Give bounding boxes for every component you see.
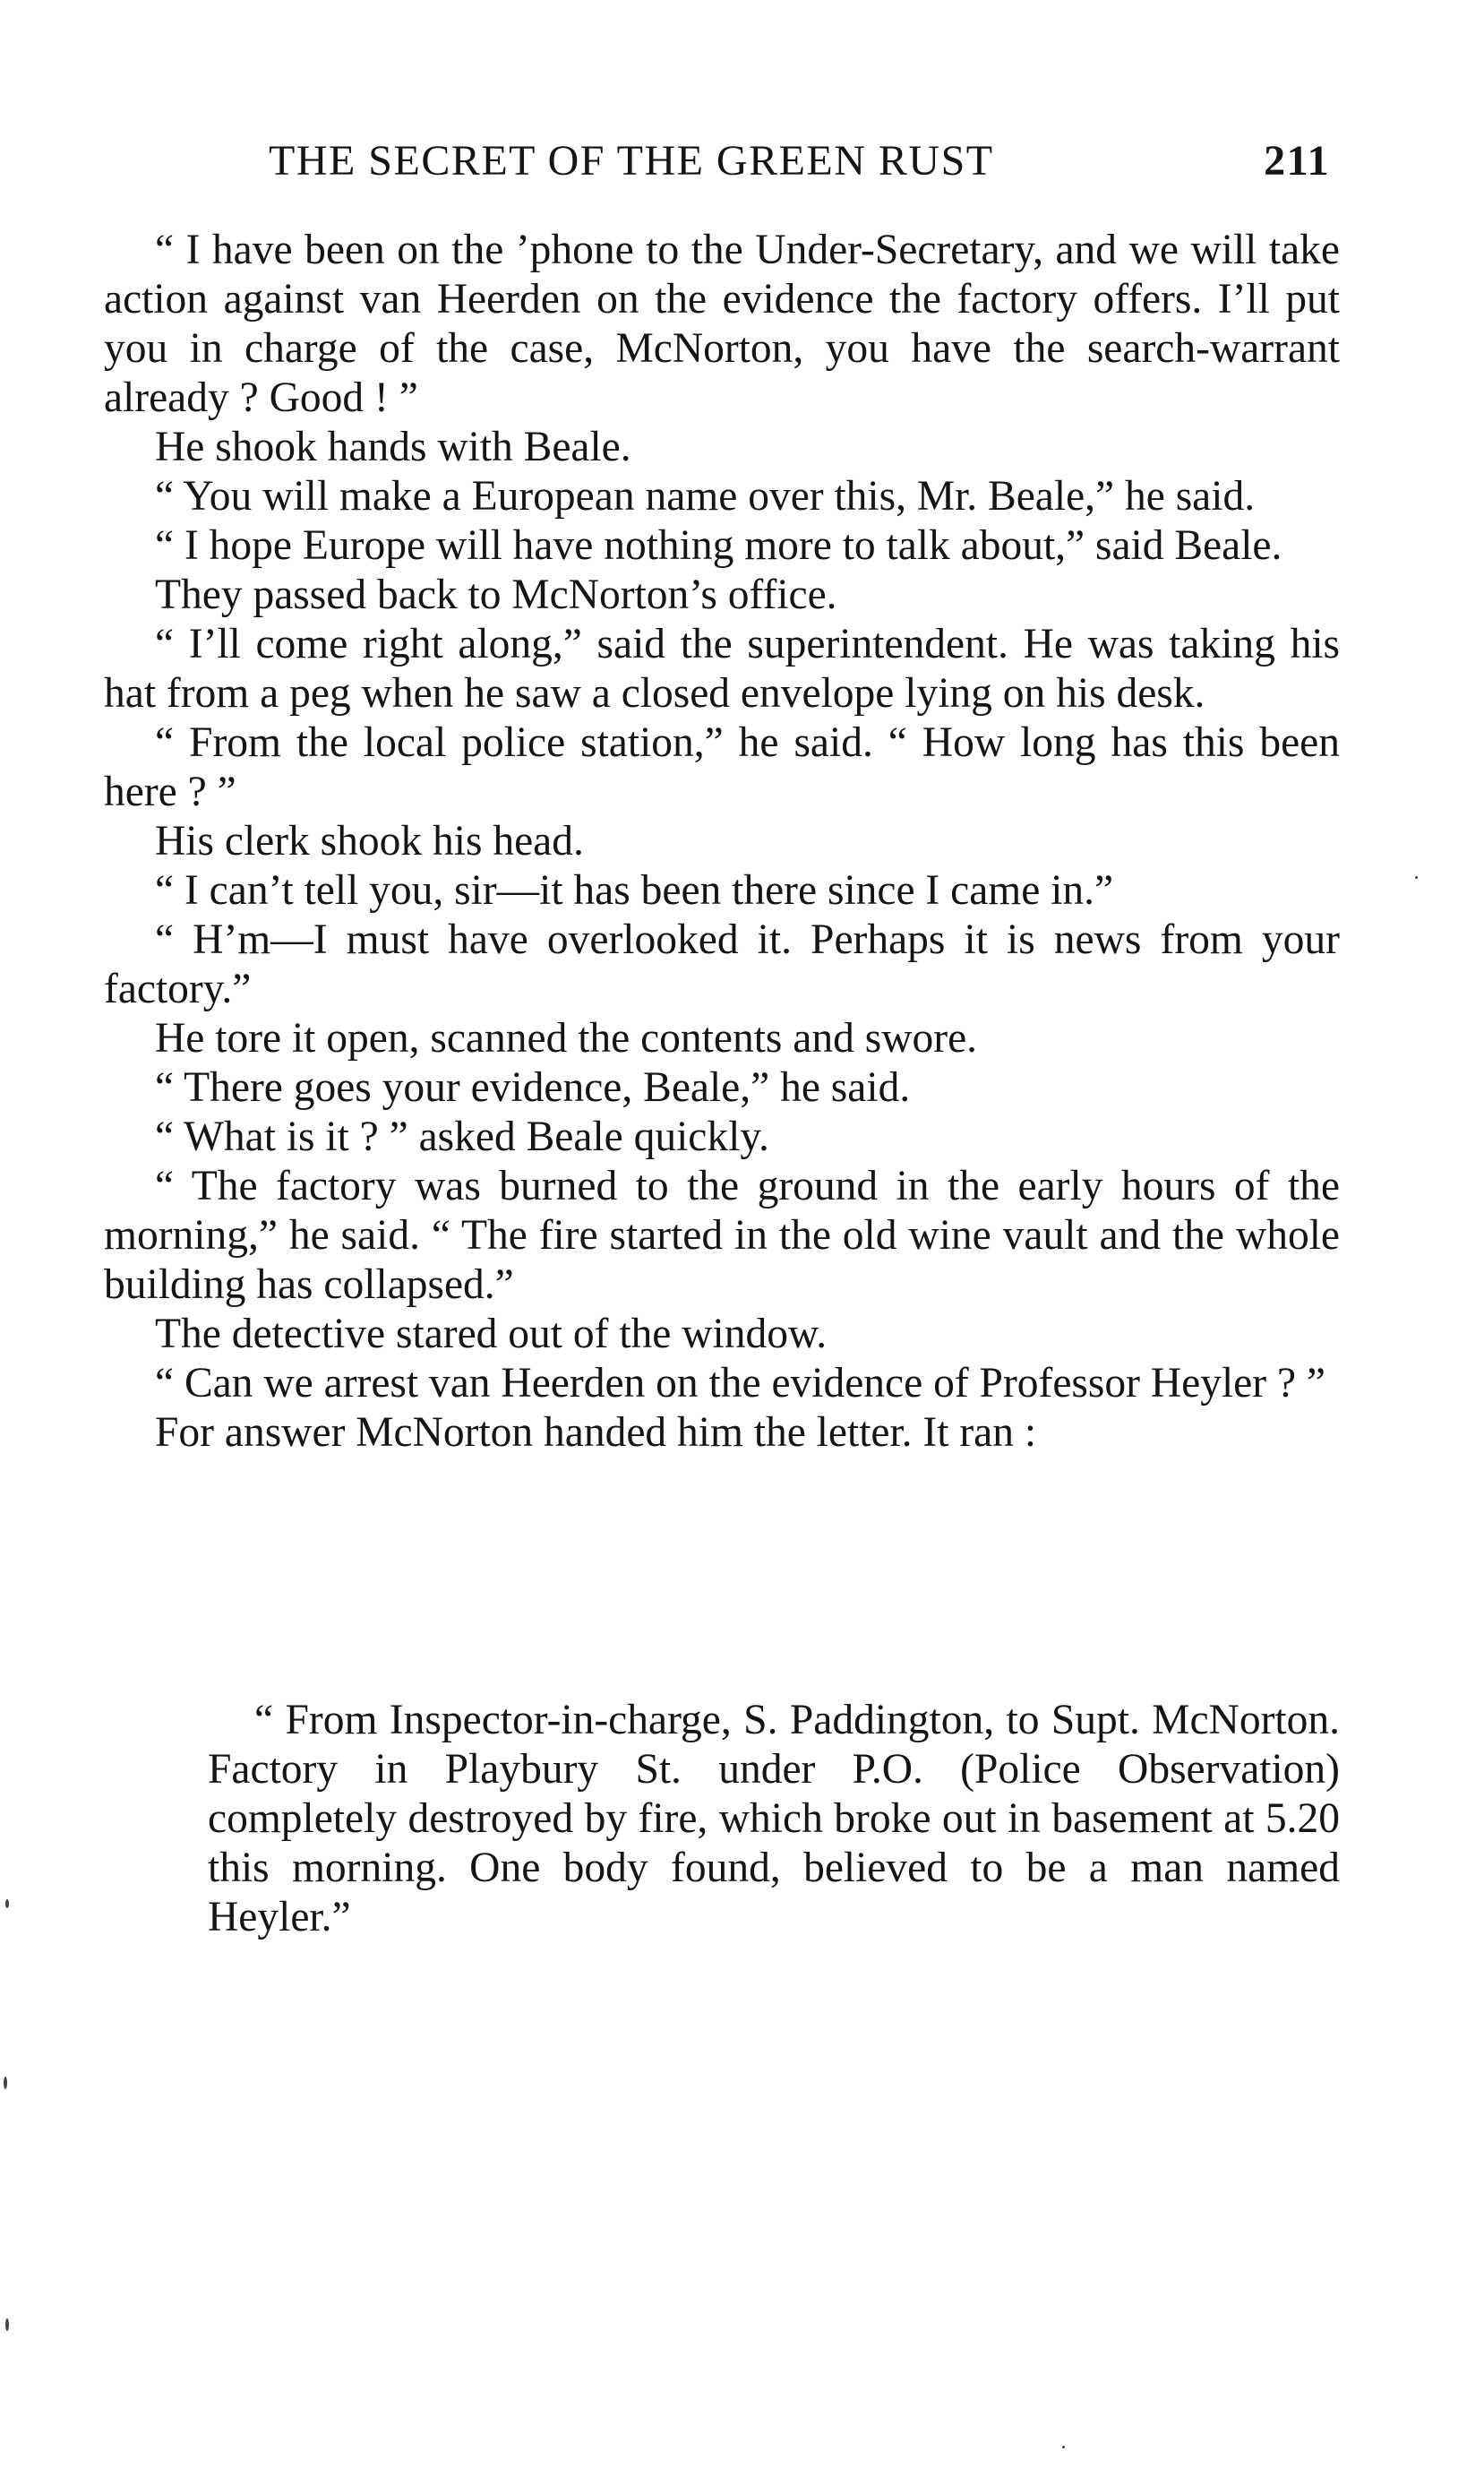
paragraph: He shook hands with Beale. (155, 424, 631, 470)
scan-speck (1415, 876, 1418, 879)
paragraph: “ Can we arrest van Heerden on the evidence of Professor Heyler ? ” (155, 1360, 1325, 1406)
quoted-letter: “ From Inspector-in-charge, S. Paddington, to Supt. McNorton. Factory in Playbury St. under P.O. (Police Observation) completely destroyed by fire, which broke out in basement at 5.20 this morning. One body found, believed to be a man named Heyler.” (208, 1697, 1340, 1940)
body-text (104, 226, 1340, 1458)
paragraph: They passed back to McNorton’s office. (155, 572, 837, 618)
scan-speck (1062, 2446, 1065, 2448)
paragraph: “ I hope Europe will have nothing more to talk about,” said Beale. (155, 522, 1282, 569)
paragraph: “ I’ll come right along,” said the superintendent. He was taking his hat from a peg when he saw a closed envelope lying on his desk. (104, 621, 1340, 717)
scan-speck (5, 2318, 9, 2331)
page-number: 211 (1264, 137, 1330, 185)
paragraph: “ There goes your evidence, Beale,” he said. (155, 1064, 911, 1111)
paragraph: The detective stared out of the window. (155, 1311, 828, 1357)
running-head (269, 136, 1330, 199)
paragraph: “ H’m—I must have overlooked it. Perhaps it is news from your factory.” (104, 916, 1340, 1012)
paragraph: “ I can’t tell you, sir—it has been there since I came in.” (155, 867, 1114, 914)
paragraph: His clerk shook his head. (155, 818, 584, 865)
paragraph: “ From the local police station,” he said. “ How long has this been here ? ” (104, 719, 1340, 815)
scan-speck (5, 1899, 9, 1908)
paragraph: “ I have been on the ’phone to the Under-Secretary, and we will take action against van Heerden on the evidence the factory offers. I’ll put you in charge of the case, McNorton, you have the search-warrant already ? Good ! ” (104, 227, 1340, 421)
scan-speck (4, 2077, 7, 2089)
letter-quote (208, 1696, 1340, 1942)
paragraph: “ You will make a European name over this, Mr. Beale,” he said. (155, 473, 1256, 520)
running-title: THE SECRET OF THE GREEN RUST (269, 137, 994, 185)
paragraph: He tore it open, scanned the contents and swore. (155, 1015, 978, 1062)
paragraph: “ What is it ? ” asked Beale quickly. (155, 1114, 769, 1160)
paragraph: “ The factory was burned to the ground in the early hours of the morning,” he said. “ The fire started in the old wine vault and the whole building has collapsed.” (104, 1163, 1340, 1308)
paragraph: For answer McNorton handed him the letter. It ran : (155, 1409, 1037, 1456)
